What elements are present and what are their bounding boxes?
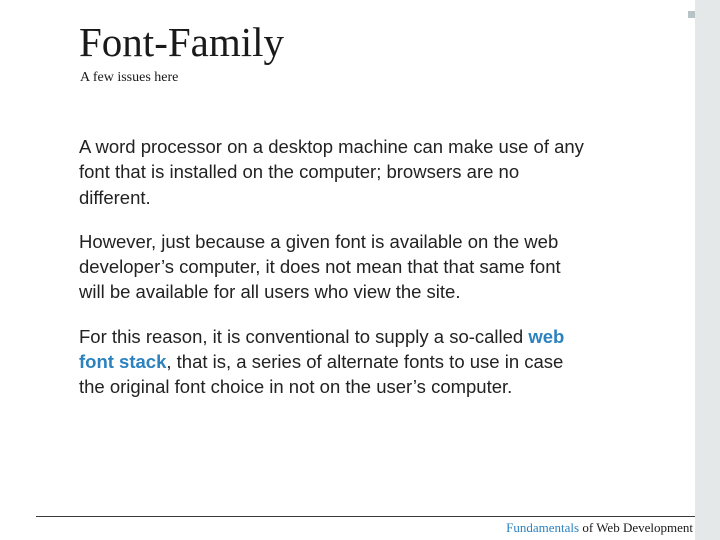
footer-text: of Web Development bbox=[579, 520, 693, 535]
slide-body bbox=[79, 134, 589, 419]
side-accent-bar bbox=[695, 0, 720, 540]
paragraph-font-stack-intro: For this reason, it is conventional to supply a so-called bbox=[79, 325, 529, 347]
footer-divider bbox=[36, 516, 695, 517]
paragraph-font-stack-rest: , that is, a series of alternate fonts to use in case the original font choice in not on the user’s computer. bbox=[79, 351, 564, 398]
web-font-stack-term: web font stack bbox=[79, 325, 565, 373]
paragraph-font-availability: However, just because a given font is available on the web developer’s computer, it does not mean that that same font will be available for all users who view the site. bbox=[79, 230, 561, 303]
footer-caption bbox=[506, 520, 693, 536]
slide-subtitle: A few issues here bbox=[80, 70, 179, 85]
slide-title: Font-Family bbox=[79, 19, 285, 65]
paragraph-word-processor: A word processor on a desktop machine can make use of any font that is installed on the computer; browsers are no different. bbox=[79, 136, 584, 208]
paragraph-font-stack bbox=[79, 324, 589, 400]
corner-square-decoration bbox=[688, 11, 695, 18]
footer-accent-word: Fundamentals bbox=[506, 520, 580, 535]
